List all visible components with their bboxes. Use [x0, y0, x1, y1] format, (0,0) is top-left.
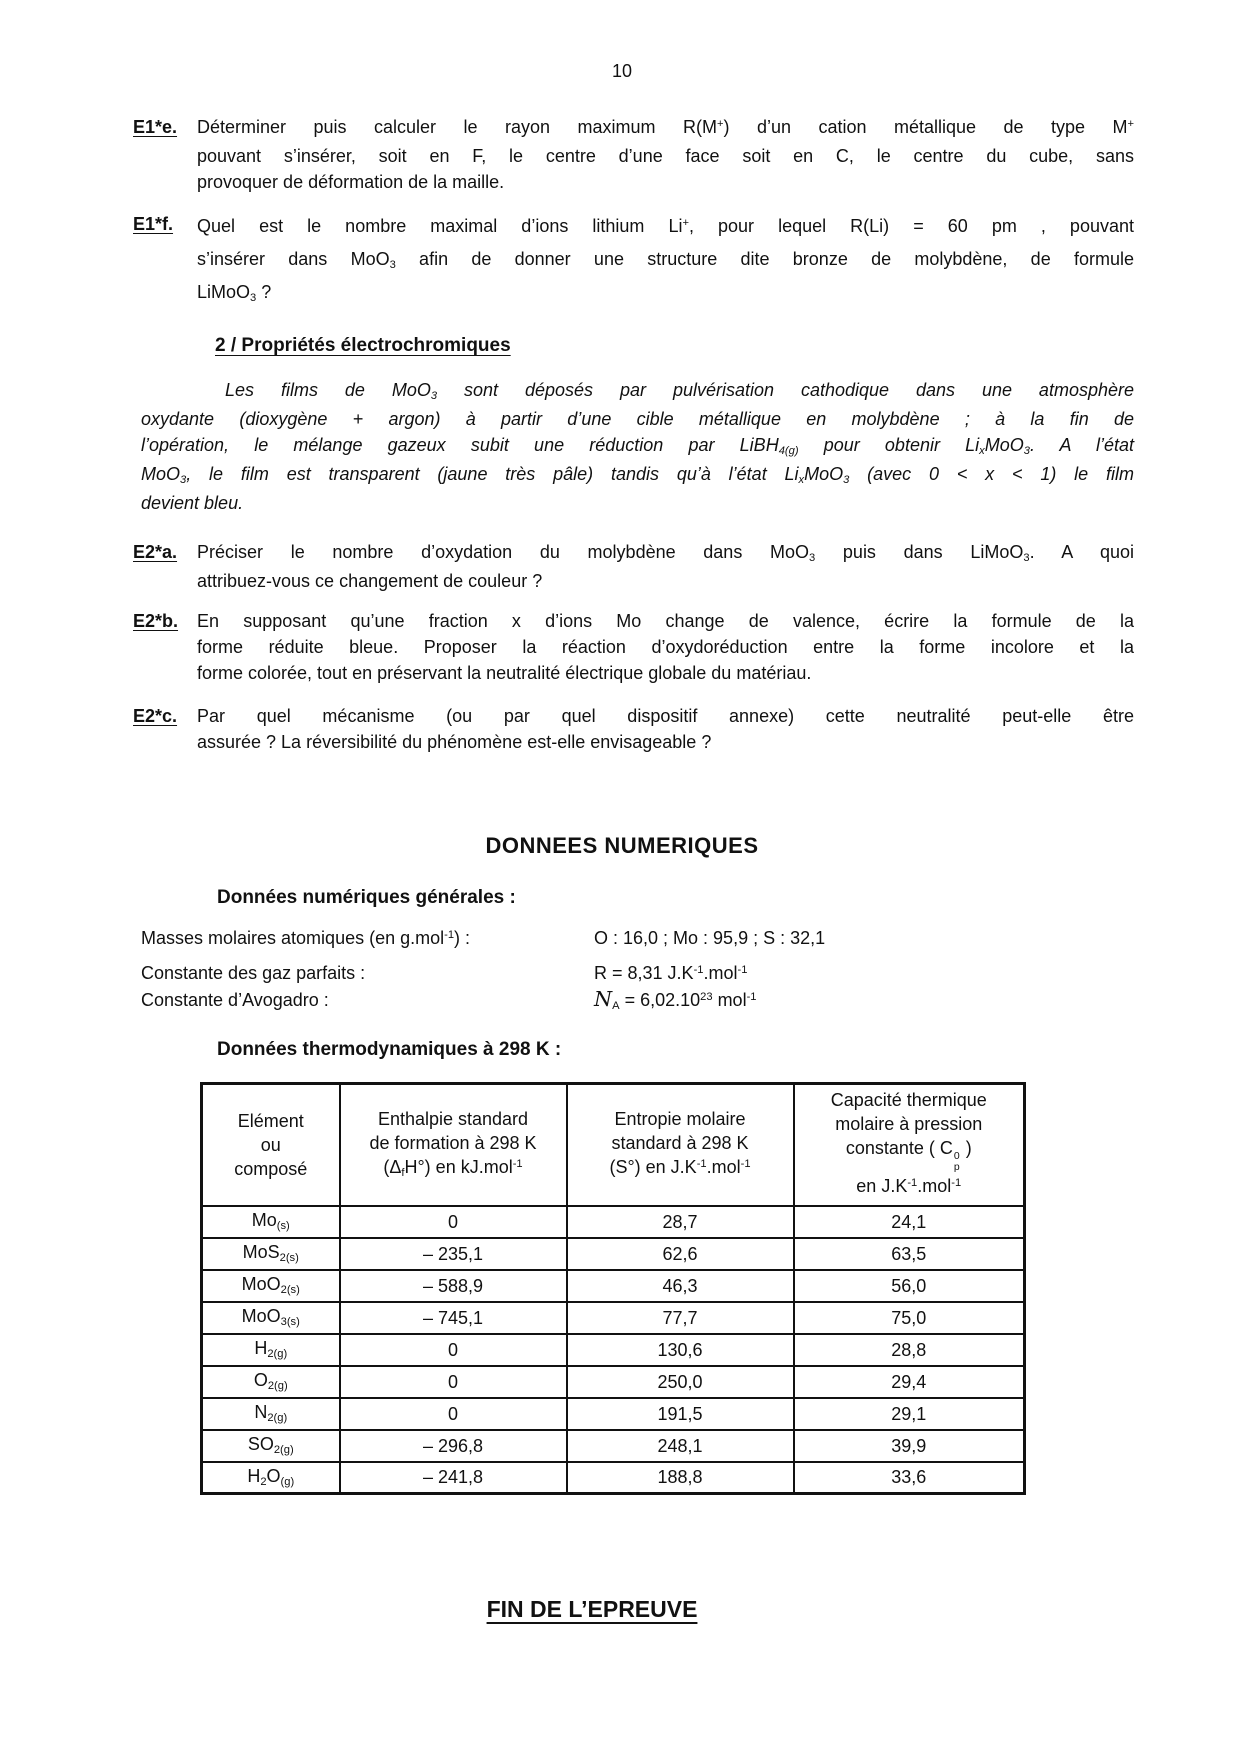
value-cell: – 235,1: [340, 1238, 567, 1270]
text-line: forme colorée, tout en préservant la neutralité électrique globale du matériau.: [197, 663, 812, 683]
table-row: [202, 1238, 1025, 1270]
text-line: devient bleu.: [141, 493, 244, 513]
text-line: MoO$_3$, le film est transparent (jaune très pâle) tandis qu’à l’état $Li_xMoO_3$ (avec 0 < x < 1) le film: [141, 464, 1134, 487]
element-cell: MoO$_{3(s)}$: [202, 1302, 340, 1334]
text-line: $(\Delta_fH^\circ)$ en kJ.mol$^{-1}$: [383, 1157, 523, 1180]
value-cell: 29,4: [794, 1366, 1025, 1398]
text-line: Déterminer puis calculer le rayon maximum R(M+) d’un cation métallique de type M+: [197, 117, 1134, 137]
question-label: E1*f.: [133, 214, 174, 234]
text-line: ou: [260, 1134, 281, 1155]
table-row: [202, 1206, 1025, 1238]
text-line: constante ( C 0 p ): [845, 1138, 972, 1174]
element-cell: $SO_{2(g)}$: [202, 1430, 340, 1462]
element-cell: $Mo_{(s)}$: [202, 1206, 340, 1238]
text-line: standard à 298 K: [611, 1133, 749, 1154]
value-cell: 0: [340, 1206, 567, 1238]
data-line: [141, 925, 1141, 954]
text-line: attribuez-vous ce changement de couleur ?: [197, 571, 543, 591]
main-title: DONNEES NUMERIQUES: [485, 833, 759, 858]
text-line: Par quel mécanisme (ou par quel dispositif annexe) cette neutralité peut-elle être: [197, 706, 1134, 726]
value-cell: 39,9: [794, 1430, 1025, 1462]
text-line: molaire à pression: [835, 1114, 983, 1135]
question-label: E2*a.: [133, 542, 178, 562]
question-e1e: [133, 114, 1134, 195]
question-text: [197, 608, 1134, 686]
data-value: O : 16,0 ; Mo : 95,9 ; S : 32,1: [594, 928, 826, 948]
element-cell: $H_{2(g)}$: [202, 1334, 340, 1366]
question-text: [197, 114, 1134, 195]
text-line: Les films de MoO$_3$ sont déposés par pulvérisation cathodique dans une atmosphère: [225, 380, 1134, 403]
element-cell: $O_{2(g)}$: [202, 1366, 340, 1398]
value-cell: 63,5: [794, 1238, 1025, 1270]
value-cell: 188,8: [567, 1462, 794, 1494]
page-number: 10: [611, 61, 633, 81]
table-header-cell: [567, 1084, 794, 1206]
text-line: Entropie molaire: [614, 1109, 746, 1130]
question-e2b: [133, 608, 1134, 686]
text-line: (S°) en $J.K^{-1}.mol^{-1}$: [609, 1157, 751, 1178]
element-cell: MoO$_{2(s)}$: [202, 1270, 340, 1302]
text-line: Elément: [237, 1110, 304, 1131]
value-cell: 191,5: [567, 1398, 794, 1430]
data-label: Constante d’Avogadro :: [141, 990, 329, 1010]
element-cell: MoS$_{2(s)}$: [202, 1238, 340, 1270]
table-row: [202, 1462, 1025, 1494]
value-cell: 28,8: [794, 1334, 1025, 1366]
text-line: provoquer de déformation de la maille.: [197, 172, 505, 192]
table-row: [202, 1366, 1025, 1398]
table-header-row: [202, 1084, 1025, 1206]
table-row: [202, 1398, 1025, 1430]
table-header-cell: [794, 1084, 1025, 1206]
value-cell: 24,1: [794, 1206, 1025, 1238]
text-line: Capacité thermique: [830, 1090, 987, 1111]
value-cell: – 296,8: [340, 1430, 567, 1462]
text-line: s’insérer dans MoO$_3$ afin de donner une structure dite bronze de molybdène, de formule: [197, 249, 1134, 272]
value-cell: 29,1: [794, 1398, 1025, 1430]
data-label: Masses molaires atomiques (en g.mol$^{-1}$) :: [141, 928, 471, 948]
intro-paragraph: [141, 377, 1134, 516]
text-line: forme réduite bleue. Proposer la réaction d’oxydoréduction entre la forme incolore et la: [197, 637, 1134, 657]
text-line: En supposant qu’une fraction x d’ions Mo change de valence, écrire la formule de la: [197, 611, 1134, 631]
thermo-table: [200, 1082, 1026, 1495]
thermo-data-heading: Données thermodynamiques à 298 K :: [217, 1039, 562, 1060]
value-cell: 56,0: [794, 1270, 1025, 1302]
text-line: pouvant s’insérer, soit en F, le centre d’une face soit en C, le centre du cube, sans: [197, 146, 1134, 166]
text-line: Enthalpie standard: [377, 1109, 529, 1130]
text-line: composé: [234, 1158, 308, 1179]
value-cell: 0: [340, 1398, 567, 1430]
value-cell: 248,1: [567, 1430, 794, 1462]
value-cell: – 745,1: [340, 1302, 567, 1334]
text-line: LiMoO$_3$ ?: [197, 282, 272, 305]
value-cell: 75,0: [794, 1302, 1025, 1334]
element-cell: $N_{2(g)}$: [202, 1398, 340, 1430]
question-label: E1*e.: [133, 117, 178, 137]
value-cell: 250,0: [567, 1366, 794, 1398]
text-line: de formation à 298 K: [369, 1133, 537, 1154]
text-line: assurée ? La réversibilité du phénomène est-elle envisageable ?: [197, 732, 712, 752]
data-value: $N_A = 6,02.10^{23}$ mol$^{-1}$: [594, 987, 757, 1013]
table-header-cell: [340, 1084, 567, 1206]
question-text: [197, 703, 1134, 755]
text-line: oxydante (dioxygène + argon) à partir d’une cible métallique en molybdène ; à la fin de: [141, 409, 1134, 429]
data-value: R = 8,31 $J.K^{-1}.mol^{-1}$: [594, 963, 748, 983]
table-header-cell: [202, 1084, 340, 1206]
section-heading: 2 / Propriétés électrochromiques: [215, 335, 511, 356]
question-e1f: [133, 211, 1134, 310]
table-row: [202, 1270, 1025, 1302]
question-text: [197, 211, 1134, 310]
general-data-heading: Données numériques générales :: [217, 887, 516, 908]
value-cell: – 241,8: [340, 1462, 567, 1494]
value-cell: 46,3: [567, 1270, 794, 1302]
question-text: [197, 539, 1134, 594]
data-label: Constante des gaz parfaits :: [141, 963, 366, 983]
data-line: [141, 986, 1141, 1016]
text-line: Quel est le nombre maximal d’ions lithium Li+, pour lequel R(Li) = 60 pm , pouvant: [197, 216, 1134, 236]
value-cell: 77,7: [567, 1302, 794, 1334]
stacked-sup-sub: 0 p: [953, 1151, 960, 1174]
question-label: E2*c.: [133, 706, 178, 726]
text-line: en $J.K^{-1}.mol^{-1}$: [856, 1176, 962, 1197]
value-cell: 62,6: [567, 1238, 794, 1270]
text-line: l’opération, le mélange gazeux subit une réduction par LiBH$_{4(g)}$ pour obtenir $Li_xMoO_3$. A l’état: [141, 435, 1135, 458]
table-row: [202, 1302, 1025, 1334]
question-label: E2*b.: [133, 611, 179, 631]
value-cell: – 588,9: [340, 1270, 567, 1302]
value-cell: 33,6: [794, 1462, 1025, 1494]
value-cell: 28,7: [567, 1206, 794, 1238]
thermo-table-body: [202, 1206, 1025, 1494]
value-cell: 0: [340, 1366, 567, 1398]
value-cell: 130,6: [567, 1334, 794, 1366]
text-line: Préciser le nombre d’oxydation du molybdène dans MoO$_3$ puis dans LiMoO$_3$. A quoi: [197, 542, 1134, 565]
table-row: [202, 1334, 1025, 1366]
element-cell: $H_2O_{(g)}$: [202, 1462, 340, 1494]
thermo-table-head: [202, 1084, 1025, 1206]
question-e2c: [133, 703, 1134, 755]
data-line: [141, 960, 1141, 989]
table-row: [202, 1430, 1025, 1462]
value-cell: 0: [340, 1334, 567, 1366]
end-of-exam-label: FIN DE L’EPREUVE: [486, 1596, 698, 1622]
question-e2a: [133, 539, 1134, 594]
